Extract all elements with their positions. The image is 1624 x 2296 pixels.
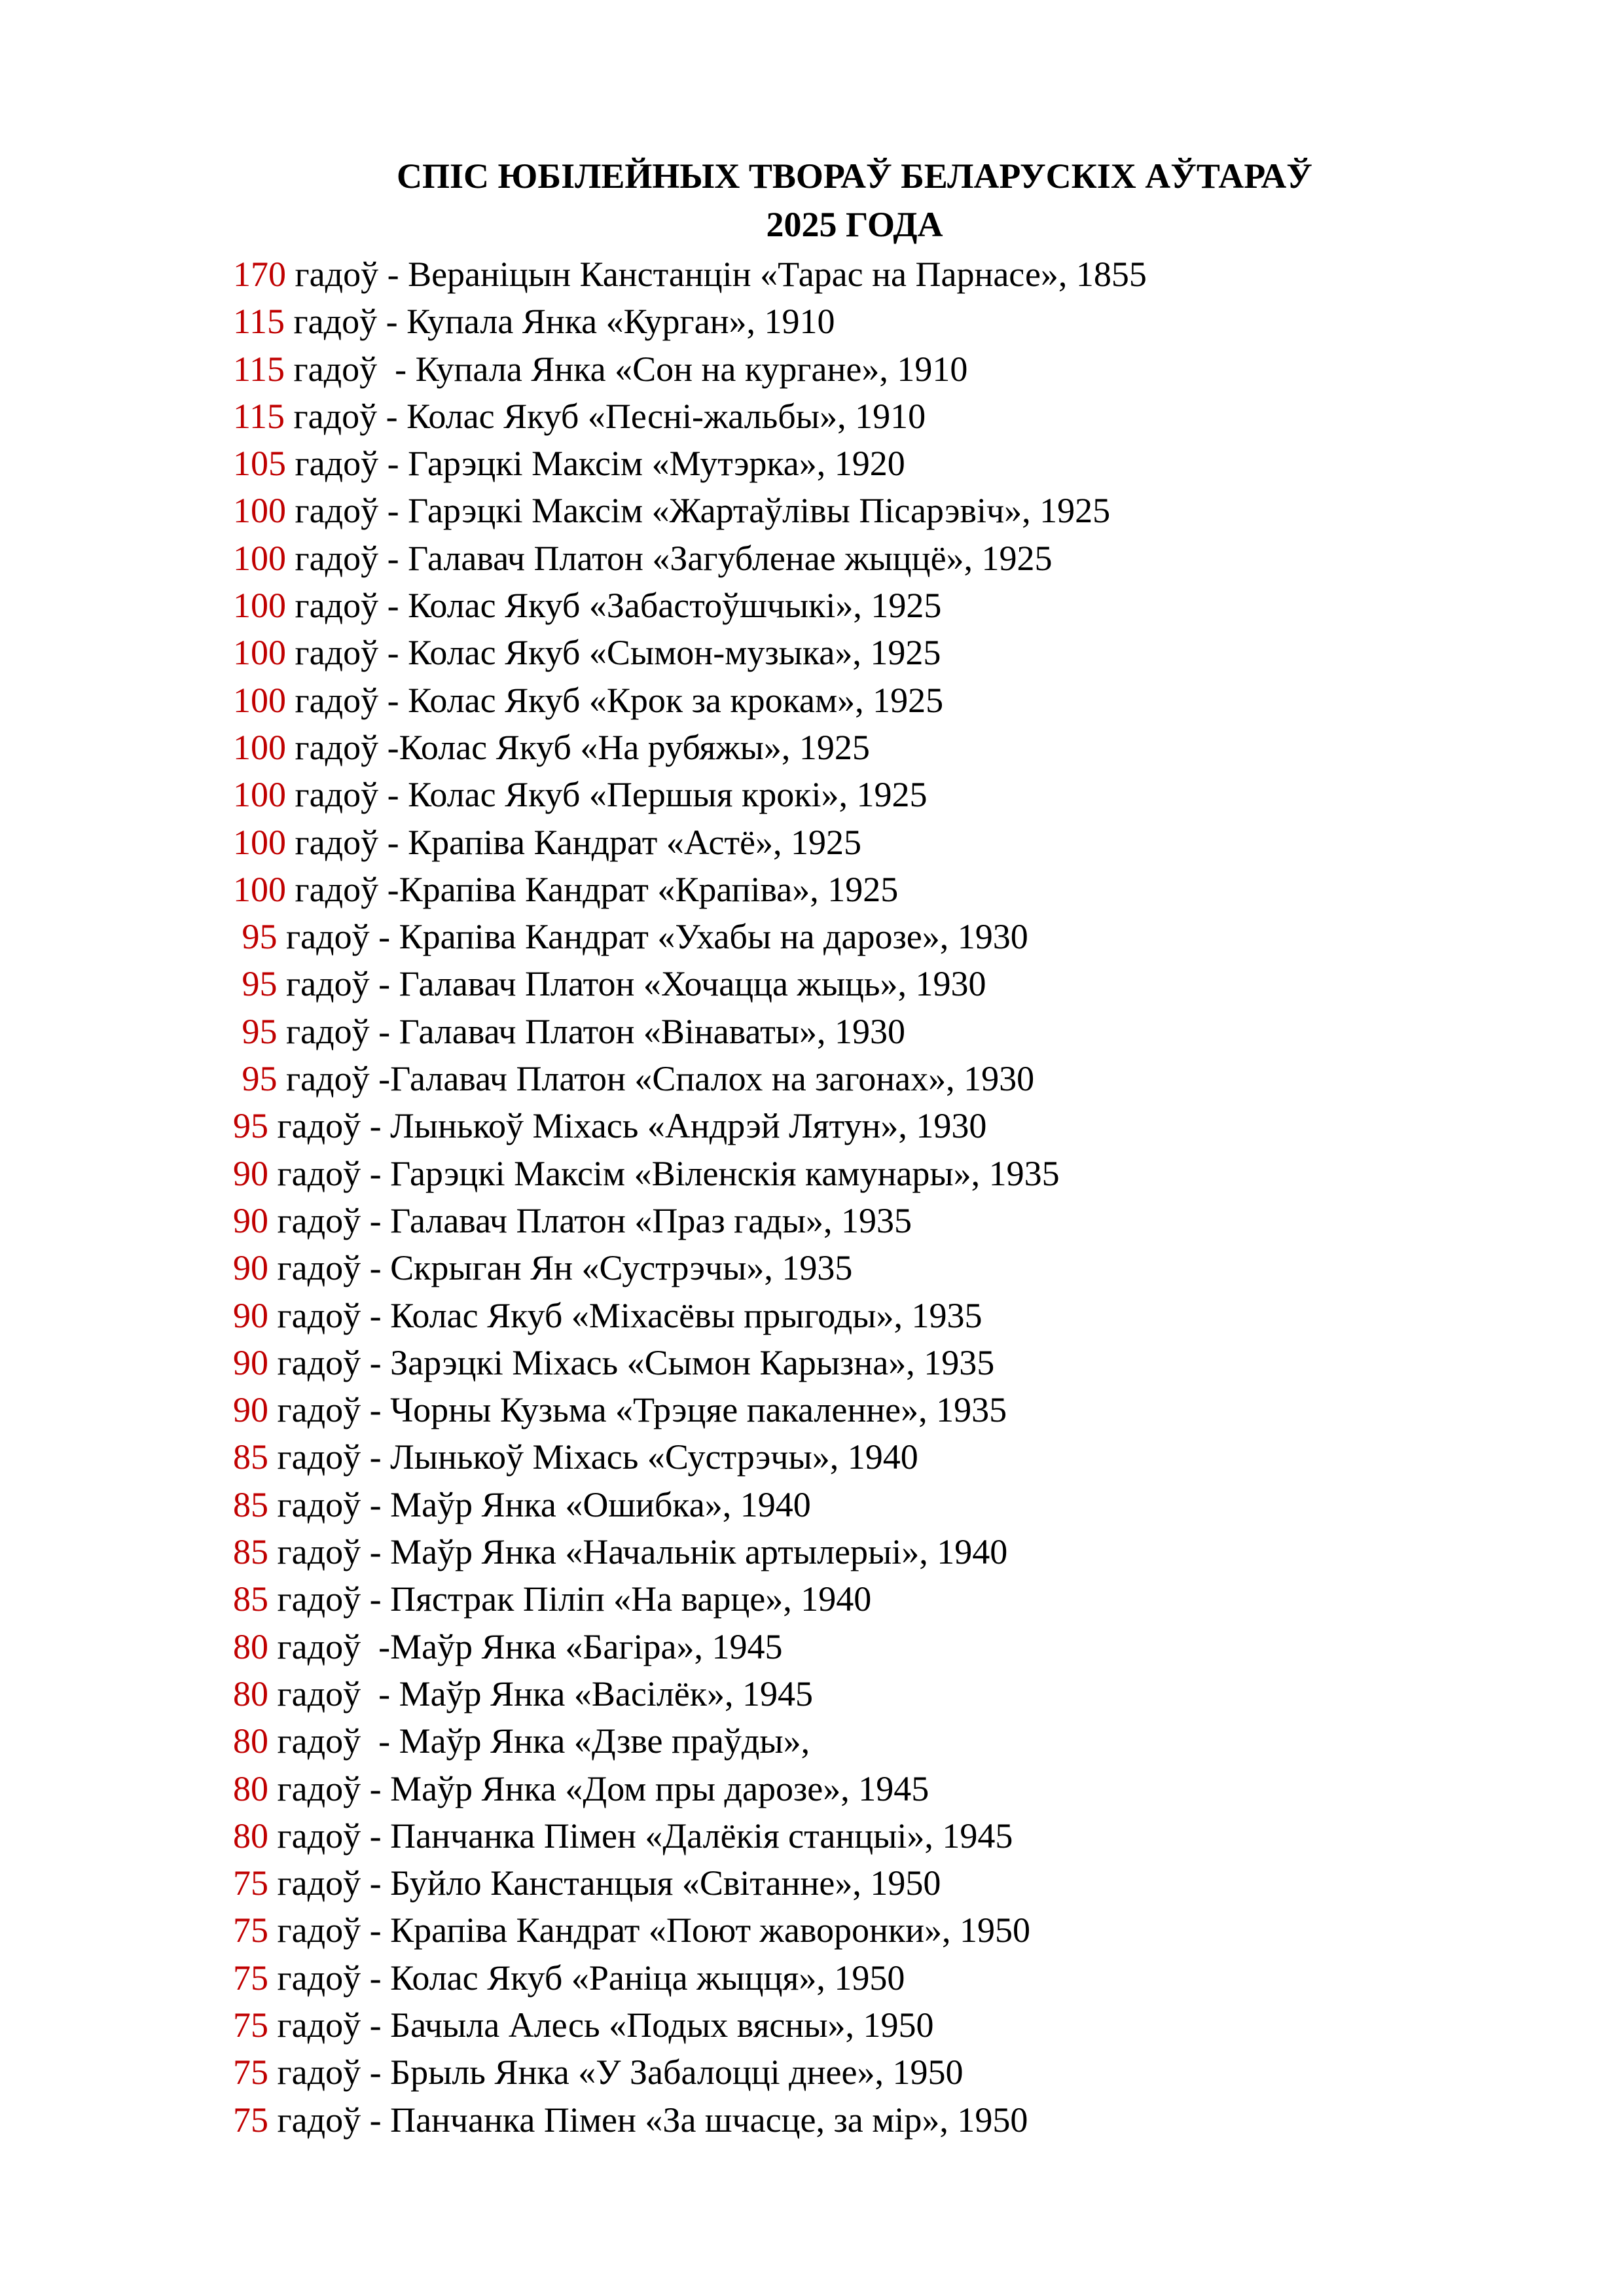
list-item — [233, 1670, 1147, 1717]
anniversary-years: 75 — [233, 1910, 268, 1950]
work-description: гадоў - Чорны Кузьма «Трэцяе пакаленне», 1935 — [268, 1390, 1007, 1430]
work-description: гадоў -Галавач Платон «Спалох на загонах», 1930 — [277, 1059, 1035, 1099]
work-description: гадоў -Маўр Янка «Багіра», 1945 — [268, 1626, 783, 1666]
work-description: гадоў - Зарэцкі Міхась «Сымон Карызна», 1935 — [268, 1342, 995, 1382]
list-item — [233, 393, 1147, 440]
work-description: гадоў - Гарэцкі Максім «Жартаўлівы Пісарэвіч», 1925 — [286, 491, 1111, 531]
work-description: гадоў - Крапіва Кандрат «Ухабы на дарозе», 1930 — [277, 917, 1028, 957]
list-item — [233, 1859, 1147, 1907]
list-item — [233, 866, 1147, 913]
anniversary-years: 100 — [233, 586, 286, 626]
work-description: гадоў - Галавач Платон «Загубленае жыццё», 1925 — [286, 538, 1053, 578]
anniversary-years: 90 — [233, 1200, 268, 1240]
anniversary-years: 100 — [233, 775, 286, 815]
work-description: гадоў - Галавач Платон «Вінаваты», 1930 — [277, 1011, 905, 1051]
anniversary-years: 95 — [233, 1059, 278, 1099]
anniversary-years: 100 — [233, 727, 286, 767]
work-description: гадоў - Гарэцкі Максім «Мутэрка», 1920 — [286, 444, 905, 484]
list-item — [233, 535, 1147, 582]
list-item — [233, 2096, 1147, 2144]
anniversary-years: 90 — [233, 1153, 268, 1193]
anniversary-years: 80 — [233, 1721, 268, 1761]
work-description: гадоў - Колас Якуб «Першыя крокі», 1925 — [286, 775, 928, 815]
anniversary-years: 85 — [233, 1579, 268, 1619]
anniversary-years: 100 — [233, 822, 286, 862]
list-item — [233, 1008, 1147, 1055]
list-item — [233, 1481, 1147, 1528]
list-item — [233, 1102, 1147, 1149]
work-description: гадоў - Буйло Канстанцыя «Світанне», 1950 — [268, 1863, 941, 1903]
anniversary-years: 85 — [233, 1532, 268, 1572]
list-item — [233, 346, 1147, 393]
anniversary-years: 80 — [233, 1768, 268, 1808]
list-item — [233, 1717, 1147, 1765]
anniversary-years: 85 — [233, 1437, 268, 1477]
work-description: гадоў - Галавач Платон «Хочацца жыць», 1930 — [277, 964, 986, 1004]
work-description: гадоў - Маўр Янка «Дом пры дарозе», 1945 — [268, 1768, 929, 1808]
work-description: гадоў - Колас Якуб «Крок за крокам», 1925 — [286, 680, 944, 720]
work-description: гадоў - Лынькоў Міхась «Сустрэчы», 1940 — [268, 1437, 918, 1477]
anniversary-years: 100 — [233, 869, 286, 909]
list-item — [233, 1292, 1147, 1339]
list-item — [233, 1055, 1147, 1102]
anniversary-years: 75 — [233, 2005, 268, 2045]
anniversary-years: 105 — [233, 444, 286, 484]
list-item — [233, 1623, 1147, 1670]
list-item — [233, 1812, 1147, 1859]
list-item — [233, 724, 1147, 771]
anniversary-years: 95 — [233, 917, 278, 957]
work-description: гадоў - Лынькоў Міхась «Андрэй Лятун», 1930 — [268, 1106, 987, 1146]
list-item — [233, 251, 1147, 298]
anniversary-years: 170 — [233, 255, 286, 294]
list-item — [233, 1575, 1147, 1623]
work-description: гадоў - Колас Якуб «Песні-жальбы», 1910 — [285, 396, 926, 436]
list-item — [233, 1150, 1147, 1197]
list-item — [233, 1907, 1147, 1954]
list-item — [233, 1765, 1147, 1812]
anniversary-years: 80 — [233, 1626, 268, 1666]
work-description: гадоў - Колас Якуб «Сымон-музыка», 1925 — [286, 633, 941, 673]
list-item — [233, 1339, 1147, 1386]
anniversary-years: 100 — [233, 538, 286, 578]
work-description: гадоў - Купала Янка «Курган», 1910 — [285, 302, 835, 342]
work-description: гадоў - Купала Янка «Сон на кургане», 1910 — [285, 349, 968, 389]
anniversary-years: 115 — [233, 349, 285, 389]
anniversary-years: 95 — [233, 1011, 278, 1051]
list-item — [233, 1954, 1147, 2001]
anniversary-works-list — [233, 251, 1147, 2144]
anniversary-years: 80 — [233, 1816, 268, 1856]
work-description: гадоў - Колас Якуб «Міхасёвы прыгоды», 1935 — [268, 1295, 983, 1335]
list-item — [233, 487, 1147, 534]
work-description: гадоў - Крапіва Кандрат «Астё», 1925 — [286, 822, 862, 862]
work-description: гадоў - Крапіва Кандрат «Поют жаворонки», 1950 — [268, 1910, 1030, 1950]
anniversary-years: 75 — [233, 1958, 268, 1998]
work-description: гадоў - Бачыла Алесь «Подых вясны», 1950 — [268, 2005, 934, 2045]
anniversary-years: 75 — [233, 2100, 268, 2140]
anniversary-years: 115 — [233, 396, 285, 436]
work-description: гадоў - Колас Якуб «Забастоўшчыкі», 1925 — [286, 586, 942, 626]
work-description: гадоў - Панчанка Пімен «За шчасце, за мір», 1950 — [268, 2100, 1028, 2140]
work-description: гадоў - Брыль Янка «У Забалоцці днее», 1950 — [268, 2053, 964, 2092]
anniversary-years: 90 — [233, 1295, 268, 1335]
work-description: гадоў -Колас Якуб «На рубяжы», 1925 — [286, 727, 870, 767]
list-item — [233, 2001, 1147, 2049]
work-description: гадоў - Вераніцын Канстанцін «Тарас на Парнасе», 1855 — [286, 255, 1147, 294]
work-description: гадоў - Скрыган Ян «Сустрэчы», 1935 — [268, 1248, 853, 1288]
anniversary-years: 100 — [233, 633, 286, 673]
list-item — [233, 629, 1147, 676]
work-description: гадоў - Маўр Янка «Дзве праўды», — [268, 1721, 810, 1761]
work-description: гадоў - Маўр Янка «Васілёк», 1945 — [268, 1674, 813, 1713]
work-description: гадоў - Гарэцкі Максім «Віленскія камунары», 1935 — [268, 1153, 1060, 1193]
work-description: гадоў - Маўр Янка «Ошибка», 1940 — [268, 1484, 811, 1524]
list-item — [233, 677, 1147, 724]
work-description: гадоў - Колас Якуб «Раніца жыцця», 1950 — [268, 1958, 905, 1998]
document-subtitle-year: 2025 ГОДА — [766, 205, 943, 244]
list-item — [233, 298, 1147, 345]
list-item — [233, 1433, 1147, 1480]
anniversary-years: 90 — [233, 1390, 268, 1430]
work-description: гадоў -Крапіва Кандрат «Крапіва», 1925 — [286, 869, 899, 909]
anniversary-years: 90 — [233, 1342, 268, 1382]
list-item — [233, 771, 1147, 818]
list-item — [233, 1244, 1147, 1291]
list-item — [233, 819, 1147, 866]
anniversary-years: 80 — [233, 1674, 268, 1713]
list-item — [233, 440, 1147, 487]
anniversary-years: 95 — [233, 1106, 268, 1146]
anniversary-years: 100 — [233, 491, 286, 531]
work-description: гадоў - Пястрак Піліп «На варце», 1940 — [268, 1579, 872, 1619]
anniversary-years: 75 — [233, 1863, 268, 1903]
document-title: СПІС ЮБІЛЕЙНЫХ ТВОРАЎ БЕЛАРУСКІХ АЎТАРАЎ — [397, 156, 1312, 196]
anniversary-years: 100 — [233, 680, 286, 720]
anniversary-years: 90 — [233, 1248, 268, 1288]
work-description: гадоў - Галавач Платон «Праз гады», 1935 — [268, 1200, 912, 1240]
list-item — [233, 1528, 1147, 1575]
list-item — [233, 960, 1147, 1007]
list-item — [233, 1197, 1147, 1244]
list-item — [233, 1386, 1147, 1433]
work-description: гадоў - Маўр Янка «Начальнік артылерыі», 1940 — [268, 1532, 1008, 1572]
list-item — [233, 2049, 1147, 2096]
anniversary-years: 115 — [233, 302, 285, 342]
work-description: гадоў - Панчанка Пімен «Далёкія станцыі», 1945 — [268, 1816, 1013, 1856]
list-item — [233, 582, 1147, 629]
anniversary-years: 95 — [233, 964, 278, 1004]
list-item — [233, 913, 1147, 960]
anniversary-years: 75 — [233, 2053, 268, 2092]
anniversary-years: 85 — [233, 1484, 268, 1524]
